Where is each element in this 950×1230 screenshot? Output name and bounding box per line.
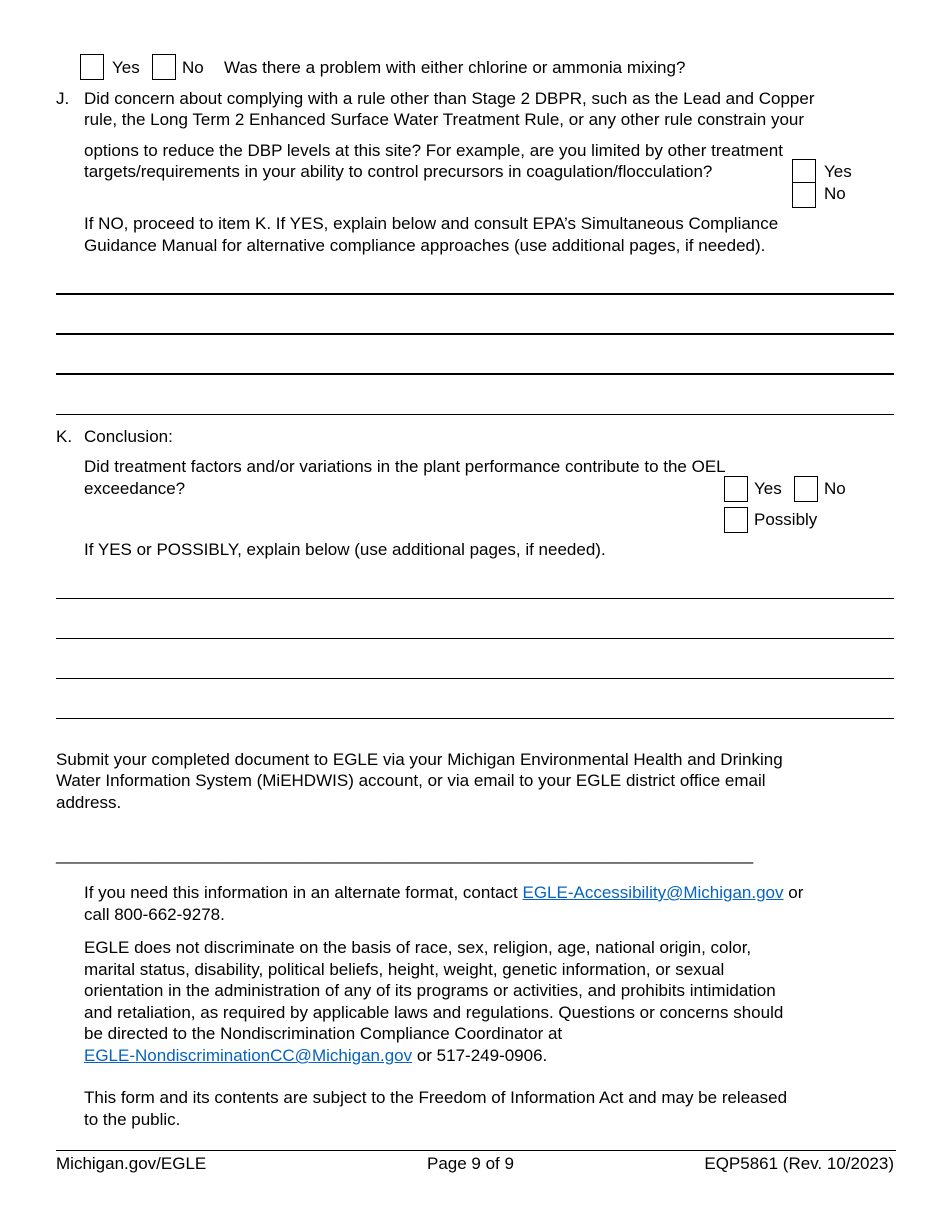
- section-separator: _____________________________________________________________________________: [56, 846, 754, 864]
- mixing-yes-label: Yes: [112, 58, 140, 77]
- footer-page-number: Page 9 of 9: [427, 1154, 514, 1173]
- nondiscrimination-line2: marital status, disability, political beliefs, height, weight, genetic information, or sexual: [84, 960, 725, 979]
- item-k-possibly-checkbox[interactable]: [724, 507, 748, 533]
- accessibility-line2: call 800-662-9278.: [84, 905, 225, 924]
- accessibility-email-link[interactable]: EGLE-Accessibility@Michigan.gov: [522, 883, 784, 902]
- item-j-instructions-line2: Guidance Manual for alternative compliance approaches (use additional pages, if needed).: [84, 236, 766, 255]
- item-k-marker: K.: [56, 427, 73, 446]
- nondiscrimination-line4: and retaliation, as required by applicable laws and regulations. Questions or concerns should: [84, 1003, 784, 1022]
- item-j-answer-line[interactable]: [56, 373, 894, 375]
- item-k-possibly-label: Possibly: [754, 510, 818, 529]
- accessibility-suffix: or: [788, 883, 804, 902]
- submit-instructions-line1: Submit your completed document to EGLE via your Michigan Environmental Health and Drinking: [56, 750, 783, 769]
- item-j-no-label: No: [824, 184, 846, 203]
- item-k-no-label: No: [824, 479, 846, 498]
- item-k-yes-checkbox[interactable]: [724, 476, 748, 502]
- footer-form-id: EQP5861 (Rev. 10/2023): [704, 1154, 894, 1173]
- mixing-no-checkbox[interactable]: [152, 54, 176, 80]
- item-k-instructions: If YES or POSSIBLY, explain below (use additional pages, if needed).: [84, 540, 606, 559]
- mixing-yes-checkbox[interactable]: [80, 54, 104, 80]
- item-k-answer-line[interactable]: [56, 598, 894, 599]
- nondiscrimination-email-link[interactable]: EGLE-NondiscriminationCC@Michigan.gov: [84, 1046, 413, 1065]
- footer-rule: [56, 1150, 896, 1151]
- item-k-answer-line[interactable]: [56, 638, 894, 639]
- item-k-yes-label: Yes: [754, 479, 782, 498]
- foia-line2: to the public.: [84, 1110, 181, 1129]
- submit-instructions-line2: Water Information System (MiEHDWIS) account, or via email to your EGLE district office email: [56, 771, 766, 790]
- nondiscrimination-line6: [84, 1045, 547, 1066]
- mixing-question: Was there a problem with either chlorine or ammonia mixing?: [224, 58, 686, 77]
- nondiscrimination-line3: orientation in the administration of any of its programs or activities, and prohibits intimidation: [84, 981, 776, 1000]
- item-j-answer-line[interactable]: [56, 333, 894, 335]
- item-j-text-line1: Did concern about complying with a rule other than Stage 2 DBPR, such as the Lead and Copper: [84, 89, 815, 108]
- item-j-text-line3: options to reduce the DBP levels at this site? For example, are you limited by other treatment: [84, 141, 783, 160]
- mixing-no-label: No: [182, 58, 204, 77]
- item-k-answer-line[interactable]: [56, 678, 894, 679]
- item-k-no-checkbox[interactable]: [794, 476, 818, 502]
- item-j-instructions-line1: If NO, proceed to item K. If YES, explain below and consult EPA’s Simultaneous Compliance: [84, 214, 779, 233]
- item-j-text-line4: targets/requirements in your ability to control precursors in coagulation/flocculation?: [84, 162, 713, 181]
- item-k-answer-line[interactable]: [56, 718, 894, 719]
- item-j-marker: J.: [56, 89, 70, 108]
- item-k-question-line1: Did treatment factors and/or variations in the plant performance contribute to the OEL: [84, 457, 726, 476]
- nondiscrimination-suffix: or 517-249-0906.: [416, 1046, 548, 1065]
- item-k-question-line2: exceedance?: [84, 479, 186, 498]
- item-j-text-line2: rule, the Long Term 2 Enhanced Surface Water Treatment Rule, or any other rule constrain your: [84, 110, 805, 129]
- accessibility-prefix: If you need this information in an alternate format, contact: [84, 883, 518, 902]
- item-j-answer-line[interactable]: [56, 293, 894, 295]
- item-j-answer-line[interactable]: [56, 414, 894, 415]
- item-j-no-checkbox[interactable]: [792, 182, 816, 208]
- foia-line1: This form and its contents are subject to the Freedom of Information Act and may be released: [84, 1088, 788, 1107]
- submit-instructions-line3: address.: [56, 793, 122, 812]
- item-j-yes-label: Yes: [824, 162, 852, 181]
- footer-left: Michigan.gov/EGLE: [56, 1154, 207, 1173]
- item-k-title: Conclusion:: [84, 427, 173, 446]
- nondiscrimination-line5: be directed to the Nondiscrimination Compliance Coordinator at: [84, 1024, 563, 1043]
- accessibility-line1: [84, 882, 803, 903]
- nondiscrimination-line1: EGLE does not discriminate on the basis of race, sex, religion, age, national origin, color,: [84, 938, 752, 957]
